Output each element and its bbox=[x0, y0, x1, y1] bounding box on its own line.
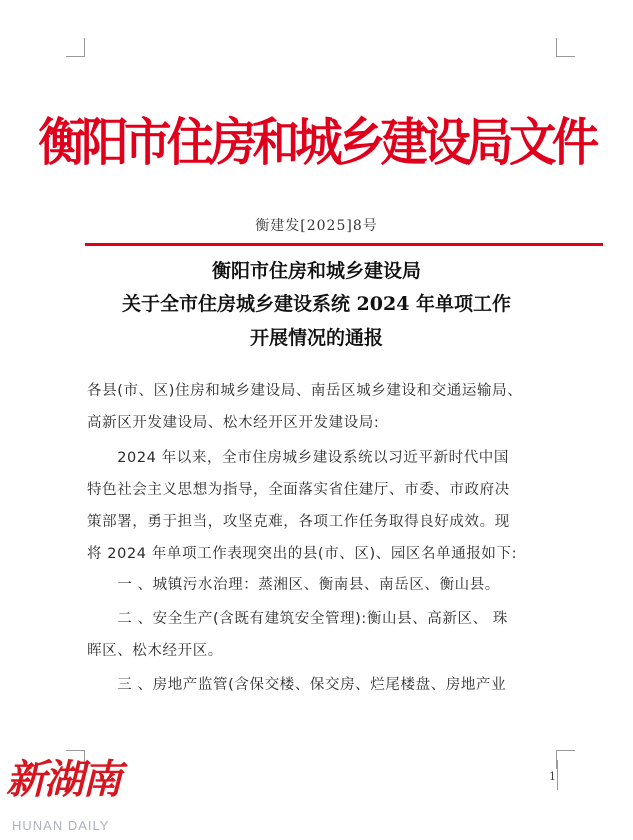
body-line-3: 2024 年以来，全市住房城乡建设系统以习近平新时代中国 bbox=[87, 450, 510, 466]
page-number: 1 bbox=[549, 770, 556, 783]
crop-mark-bottom-right bbox=[556, 750, 575, 769]
body-line-7: 一 、城镇污水治理：蒸湘区、衡南县、南岳区、衡山县。 bbox=[87, 577, 500, 593]
body-line-10: 三 、房地产监管(含保交楼、保交房、烂尾楼盘、房地产业 bbox=[87, 677, 507, 693]
crop-mark-top-left bbox=[66, 38, 85, 57]
watermark-logo-text: 新湖南 bbox=[6, 757, 120, 803]
body-line-6: 将 2024 年单项工作表现突出的县(市、区)、园区名单通报如下: bbox=[87, 546, 518, 562]
title-line-3: 开展情况的通报 bbox=[249, 327, 383, 349]
watermark-english-text: HUNAN DAILY bbox=[12, 818, 110, 833]
red-divider-line bbox=[85, 243, 603, 246]
document-masthead: 衡阳市住房和城乡建设局文件 bbox=[38, 114, 595, 173]
crop-mark-top-right bbox=[556, 38, 575, 57]
body-line-2: 高新区开发建设局、松木经开区开发建设局: bbox=[87, 415, 380, 431]
title-line-1: 衡阳市住房和城乡建设局 bbox=[211, 260, 421, 282]
title-line-2: 关于全市住房城乡建设系统 2024 年单项工作 bbox=[121, 293, 512, 315]
body-line-1: 各县(市、区)住房和城乡建设局、南岳区城乡建设和交通运输局、 bbox=[87, 383, 523, 399]
hunan-daily-watermark bbox=[0, 757, 160, 840]
body-line-4: 特色社会主义思想为指导，全面落实省住建厅、市委、市政府决 bbox=[87, 482, 510, 498]
body-line-8: 二 、安全生产(含既有建筑安全管理):衡山县、高新区、 珠 bbox=[87, 611, 509, 627]
document-number: 衡建发[2025]8号 bbox=[255, 218, 378, 234]
body-line-9: 晖区、松木经开区。 bbox=[87, 643, 223, 659]
page-number-marker bbox=[557, 760, 558, 790]
body-line-5: 策部署，勇于担当，攻坚克难，各项工作任务取得良好成效。现 bbox=[87, 514, 510, 530]
